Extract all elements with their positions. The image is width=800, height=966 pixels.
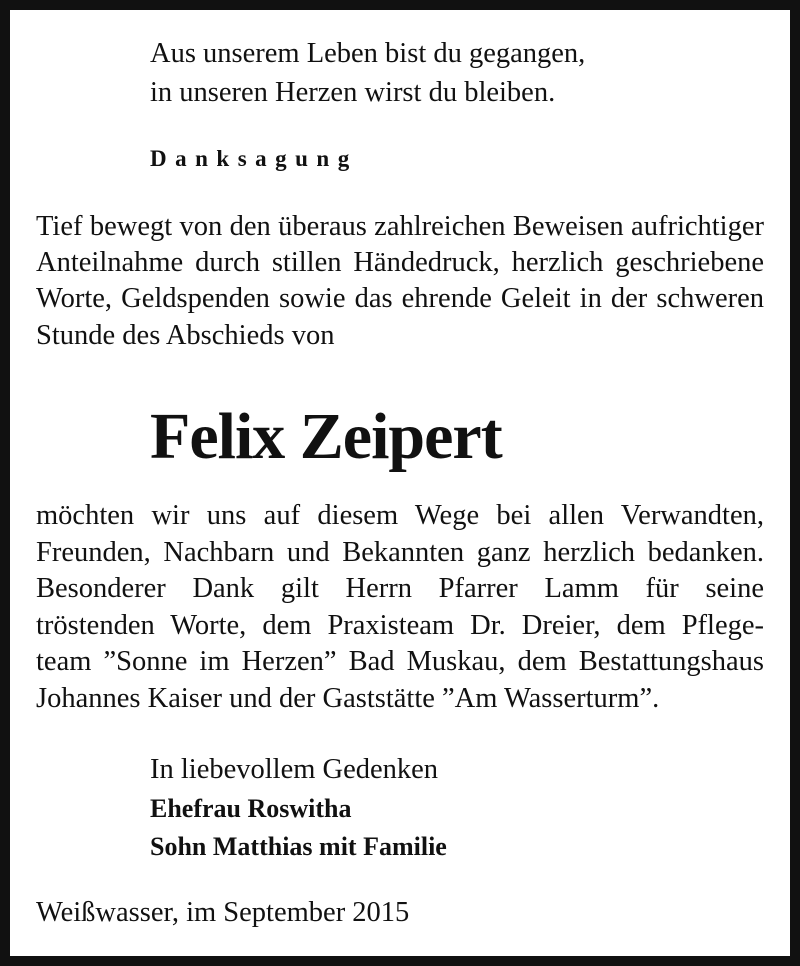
intro-line-3: Worte, Geldspenden sowie das ehrende Geleit in der schweren (36, 283, 764, 314)
thanks-line-5: team ”Sonne im Herzen” Bad Muskau, dem Bestattungshaus (36, 646, 764, 677)
place-date: Weißwasser, im September 2015 (36, 897, 410, 928)
signer-son: Sohn Matthias mit Familie (150, 832, 447, 861)
thanks-line-1: möchten wir uns auf diesem Wege bei allen Verwandten, (36, 500, 764, 531)
signer-wife: Ehefrau Roswitha (150, 794, 352, 823)
thanks-line-3: Besonderer Dank gilt Herrn Pfarrer Lamm für seine (36, 573, 764, 604)
deceased-name: Felix Zeipert (150, 400, 502, 473)
motto-line-2: in unseren Herzen wirst du bleiben. (150, 77, 556, 108)
intro-line-1: Tief bewegt von den überaus zahlreichen Beweisen aufrichtiger (36, 211, 764, 242)
thanks-line-6: Johannes Kaiser und der Gaststätte ”Am Wasserturm”. (36, 683, 660, 714)
heading-danksagung: Danksagung (150, 146, 358, 171)
intro-line-4: Stunde des Abschieds von (36, 320, 335, 351)
remembrance-text: In liebevollem Gedenken (150, 754, 439, 785)
motto-line-1: Aus unserem Leben bist du gegangen, (150, 38, 586, 69)
thanks-line-2: Freunden, Nachbarn und Bekannten ganz herzlich bedanken. (36, 537, 764, 568)
thanks-line-4: tröstenden Worte, dem Praxisteam Dr. Dreier, dem Pflege- (36, 610, 764, 641)
intro-line-2: Anteilnahme durch stillen Händedruck, herzlich geschriebene (36, 247, 764, 278)
